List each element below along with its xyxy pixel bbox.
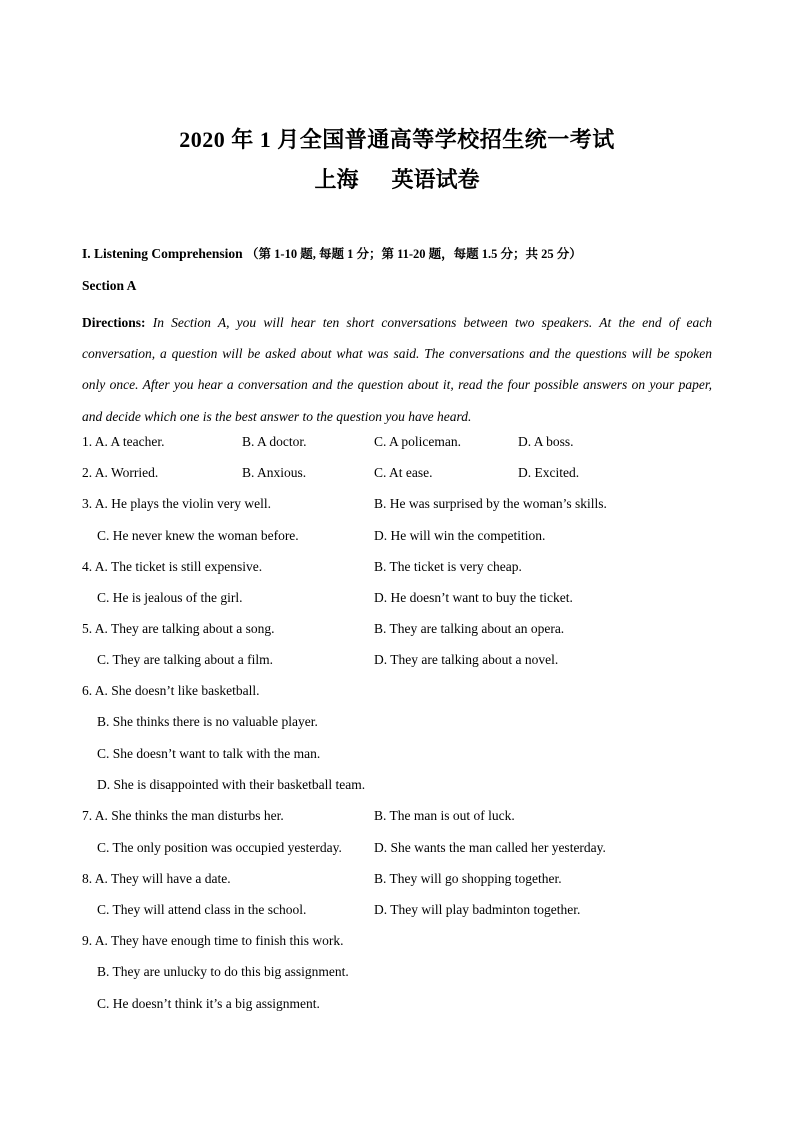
section-scoring: （第 1-10 题, 每题 1 分；第 11-20 题，每题 1.5 分；共 25 分） (246, 247, 582, 261)
q5-option-b: B. They are talking about an opera. (374, 621, 565, 636)
q6-option-b: B. She thinks there is no valuable player. (97, 714, 318, 729)
q9-option-c: C. He doesn’t think it’s a big assignment. (97, 996, 320, 1011)
q4-option-c: C. He is jealous of the girl. (97, 590, 243, 605)
q2-option-d: D. Excited. (518, 465, 580, 480)
q7-option-c: C. The only position was occupied yesterday. (97, 840, 342, 855)
q1-option-b: B. A doctor. (242, 434, 307, 449)
q3-option-b: B. He was surprised by the woman’s skills. (374, 496, 607, 511)
q8-option-a: 8. A. They will have a date. (82, 871, 231, 886)
directions-text: In Section A, you will hear ten short conversations between two speakers. At the end of each conversation, a question will be asked about what was said. The conversations and the questions will be spoken only once. After you hear a conversation and the question about it, read the four possible answers on your paper, and decide which one is the best answer to the question you have heard. (82, 315, 712, 424)
q5-option-c: C. They are talking about a film. (97, 652, 273, 667)
q5-option-a: 5. A. They are talking about a song. (82, 621, 275, 636)
exam-title: 2020 年 1 月全国普通高等学校招生统一考试 (179, 127, 615, 152)
q1-option-d: D. A boss. (518, 434, 574, 449)
q2-option-c: C. At ease. (374, 465, 433, 480)
q7-option-a: 7. A. She thinks the man disturbs her. (82, 808, 284, 823)
q8-option-d: D. They will play badminton together. (374, 902, 581, 917)
q4-option-a: 4. A. The ticket is still expensive. (82, 559, 263, 574)
directions-paragraph (82, 307, 712, 432)
q8-option-b: B. They will go shopping together. (374, 871, 562, 886)
q2-option-b: B. Anxious. (242, 465, 307, 480)
q5-option-d: D. They are talking about a novel. (374, 652, 559, 667)
q1-option-a: 1. A. A teacher. (82, 434, 165, 449)
q6-option-a: 6. A. She doesn’t like basketball. (82, 683, 260, 698)
q9-option-a: 9. A. They have enough time to finish this work. (82, 933, 344, 948)
section-heading-row (82, 244, 582, 264)
q8-option-c: C. They will attend class in the school. (97, 902, 307, 917)
q3-option-c: C. He never knew the woman before. (97, 528, 299, 543)
q1-option-c: C. A policeman. (374, 434, 461, 449)
q4-option-b: B. The ticket is very cheap. (374, 559, 522, 574)
q3-option-d: D. He will win the competition. (374, 528, 546, 543)
q6-option-d: D. She is disappointed with their basketball team. (97, 777, 366, 792)
section-heading: I. Listening Comprehension (82, 246, 243, 261)
q6-option-c: C. She doesn’t want to talk with the man. (97, 746, 321, 761)
q7-option-d: D. She wants the man called her yesterday. (374, 840, 606, 855)
q7-option-b: B. The man is out of luck. (374, 808, 515, 823)
q4-option-d: D. He doesn’t want to buy the ticket. (374, 590, 573, 605)
section-label: Section A (82, 278, 137, 293)
q2-option-a: 2. A. Worried. (82, 465, 159, 480)
exam-subtitle: 上海 英语试卷 (314, 167, 480, 192)
q3-option-a: 3. A. He plays the violin very well. (82, 496, 271, 511)
directions-label: Directions: (82, 315, 146, 330)
q9-option-b: B. They are unlucky to do this big assignment. (97, 964, 349, 979)
